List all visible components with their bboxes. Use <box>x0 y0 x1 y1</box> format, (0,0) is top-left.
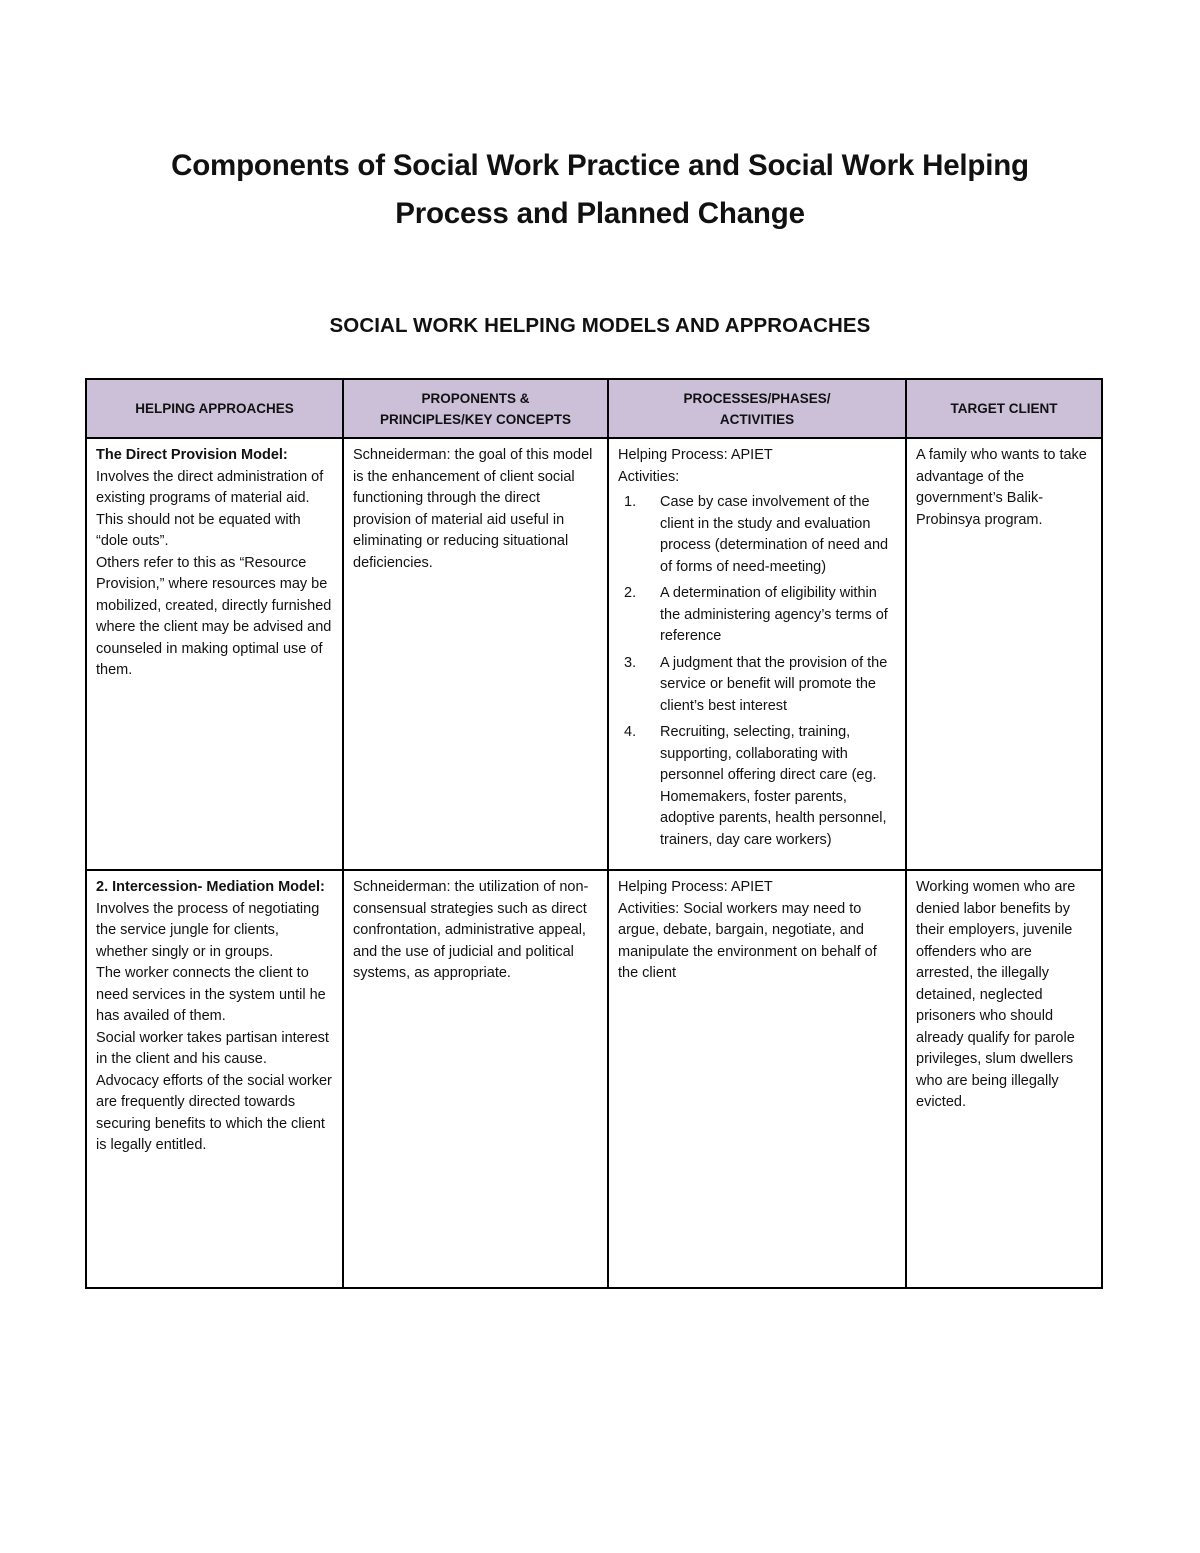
header-helping-approaches <box>86 379 343 438</box>
target-client-cell <box>906 870 1102 1288</box>
header-col3-line1: PROCESSES/PHASES/ <box>683 390 831 406</box>
list-item <box>618 722 897 851</box>
activities-text: Activities: Social workers may need to argue, debate, bargain, negotiate, and manipulate the environment on behalf of the client <box>618 900 877 981</box>
list-item <box>618 583 897 648</box>
list-item-number: 2. <box>624 585 637 601</box>
header-col2-line2: PRINCIPLES/KEY CONCEPTS <box>379 411 572 427</box>
approach-title: The Direct Provision Model: <box>96 447 288 463</box>
header-col3-line2: ACTIVITIES <box>719 411 795 427</box>
approach-text: Involves the direct administration of existing programs of material aid. This should not be equated with “dole outs”. <box>96 468 324 549</box>
process-cell <box>608 870 906 1288</box>
title-line-2: Process and Planned Change <box>395 197 805 230</box>
approach-cell <box>86 870 343 1288</box>
table-row <box>86 438 1102 870</box>
list-item-text: A determination of eligibility within the administering agency’s terms of reference <box>660 585 888 644</box>
table-row <box>86 870 1102 1288</box>
proponents-text: Schneiderman: the goal of this model is the enhancement of client social functioning through the direct provision of material aid useful in eliminating or reducing situational deficiencies. <box>353 447 593 571</box>
approach-text: Advocacy efforts of the social worker are frequently directed towards securing benefits to which the client is legally entitled. <box>96 1072 332 1153</box>
list-item-number: 1. <box>624 494 637 510</box>
list-item-number: 3. <box>624 654 637 671</box>
list-item-number: 4. <box>624 724 637 740</box>
table-header-row <box>86 379 1102 438</box>
header-col2-line1: PROPONENTS & <box>421 390 530 406</box>
header-target-client <box>906 379 1102 438</box>
approach-title: 2. Intercession- Mediation Model: <box>96 879 325 895</box>
list-item-text: Case by case involvement of the client in the study and evaluation process (determination of need and of forms of need-meeting) <box>660 494 889 575</box>
approach-text: Others refer to this as “Resource Provision,” where resources may be mobilized, created, directly furnished where the client may be advised and counseled in making optimal use of them. <box>96 554 332 678</box>
approach-text: The worker connects the client to need services in the system until he has availed of them. <box>96 965 326 1024</box>
header-processes <box>608 379 906 438</box>
title-line-1: Components of Social Work Practice and Social Work Helping <box>171 149 1029 182</box>
process-label: Helping Process: APIET <box>618 447 773 463</box>
section-heading: SOCIAL WORK HELPING MODELS AND APPROACHES <box>329 314 871 337</box>
header-col4-label: TARGET CLIENT <box>950 401 1058 416</box>
header-col1-label: HELPING APPROACHES <box>135 401 294 416</box>
target-client-text: Working women who are denied labor benefits by their employers, juvenile offenders who are arrested, the illegally detained, neglected prisoners who should already qualify for parole privileges, slum dwellers who are being illegally evicted. <box>916 879 1076 1110</box>
target-client-cell <box>906 438 1102 870</box>
header-proponents <box>343 379 608 438</box>
approach-text: Involves the process of negotiating the service jungle for clients, whether singly or in groups. <box>96 900 320 960</box>
activities-label: Activities: <box>618 468 680 485</box>
list-item <box>618 492 897 578</box>
list-item-text: A judgment that the provision of the service or benefit will promote the client’s best interest <box>660 654 888 714</box>
approach-text: Social worker takes partisan interest in the client and his cause. <box>96 1029 329 1067</box>
process-cell <box>608 438 906 870</box>
proponents-cell <box>343 438 608 870</box>
process-label: Helping Process: APIET <box>618 879 773 895</box>
proponents-text: Schneiderman: the utilization of non-consensual strategies such as direct confrontation, administrative appeal, and the use of judicial and political systems, as appropriate. <box>353 879 589 981</box>
approach-cell <box>86 438 343 870</box>
proponents-cell <box>343 870 608 1288</box>
list-item-text: Recruiting, selecting, training, supporting, collaborating with personnel offering direct care (eg. Homemakers, foster parents, adoptive parents, health personnel, trainers, day care workers) <box>660 724 887 848</box>
list-item <box>618 653 897 718</box>
target-client-text: A family who wants to take advantage of the government’s Balik-Probinsya program. <box>916 447 1087 528</box>
document-title <box>0 142 1200 238</box>
helping-models-table <box>85 378 1103 1289</box>
activities-list <box>618 492 897 851</box>
